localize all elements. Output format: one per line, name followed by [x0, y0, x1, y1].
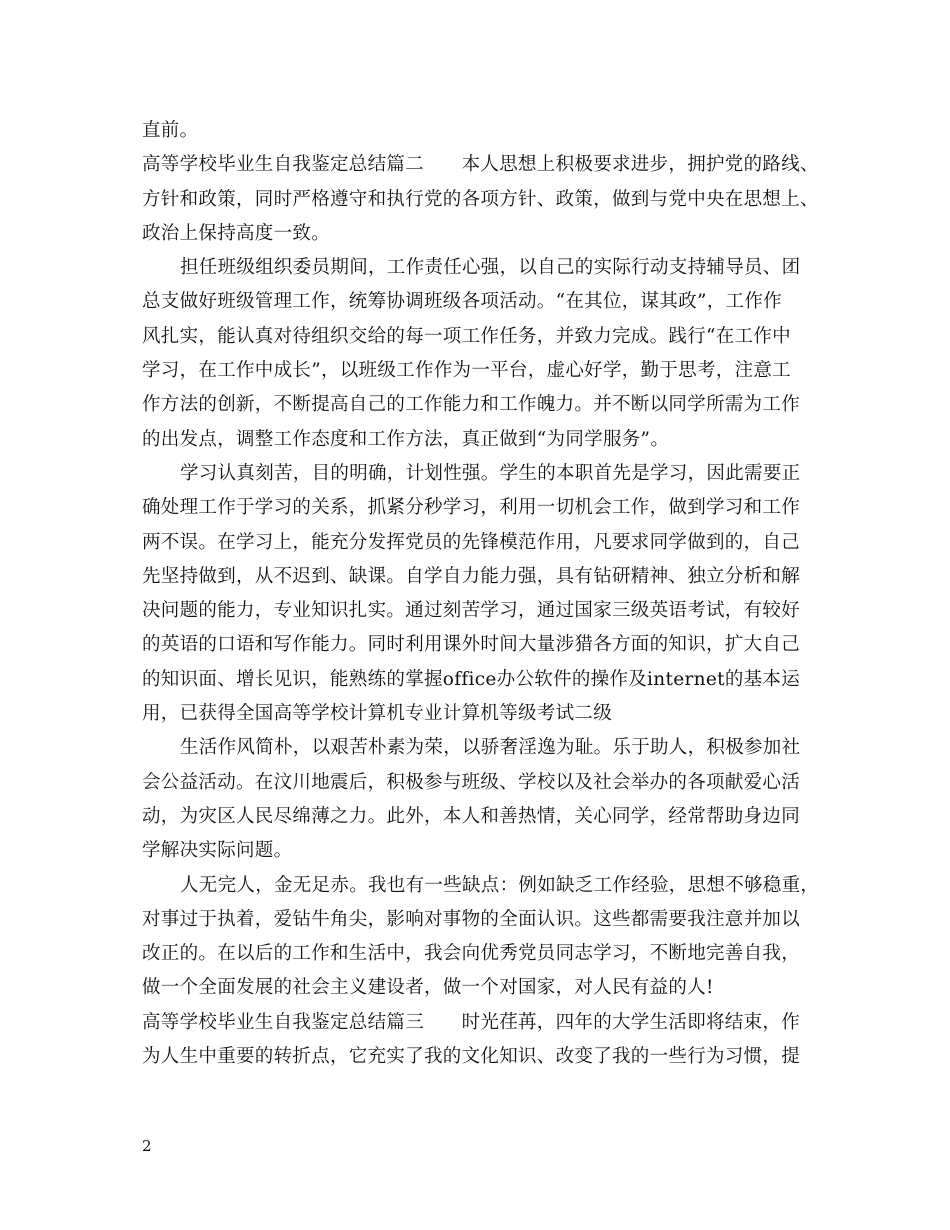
- text-line: 的英语的口语和写作能力。同时利用课外时间大量涉猎各方面的知识，扩大自己: [142, 634, 801, 656]
- text-line: 作方法的创新，不断提高自己的工作能力和工作魄力。并不断以同学所需为工作: [142, 394, 801, 416]
- text-line: 学解决实际问题。: [142, 840, 293, 862]
- text-line: 改正的。在以后的工作和生活中，我会向优秀党员同志学习，不断地完善自我，: [142, 943, 801, 965]
- paragraph-first-line: 担任班级组织委员期间，工作责任心强，以自己的实际行动支持辅导员、团: [180, 257, 801, 279]
- text-line: 直前。: [142, 120, 199, 141]
- text-line: 方针和政策，同时严格遵守和执行党的各项方针、政策，做到与党中央在思想上、: [142, 188, 819, 210]
- paragraph-first-line: 人无完人，金无足赤。我也有一些缺点：例如缺乏工作经验，思想不够稳重，: [180, 874, 820, 896]
- text-line: 的出发点，调整工作态度和工作方法，真正做到“为同学服务”。: [142, 428, 670, 450]
- text-line: 确处理工作于学习的关系，抓紧分秒学习，利用一切机会工作，做到学习和工作: [142, 497, 801, 519]
- text-line: 风扎实，能认真对待组织交给的每一项工作任务，并致力完成。践行“在工作中: [142, 325, 791, 347]
- paragraph-first-line: 学习认真刻苦，目的明确，计划性强。学生的本职首先是学习，因此需要正: [180, 462, 801, 484]
- text-line: 做一个全面发展的社会主义建设者，做一个对国家，对人民有益的人!: [142, 977, 714, 999]
- text-line: 动，为灾区人民尽绵薄之力。此外，本人和善热情，关心同学，经常帮助身边同: [142, 805, 801, 827]
- text-line: 先坚持做到，从不迟到、缺课。自学自力能力强，具有钻研精神、独立分析和解: [142, 565, 801, 587]
- paragraph-first-line: 生活作风简朴，以艰苦朴素为荣，以骄奢淫逸为耻。乐于助人，积极参加社: [180, 737, 801, 759]
- text-line: 会公益活动。在汶川地震后，积极参与班级、学校以及社会举办的各项献爱心活: [142, 771, 801, 793]
- text-line: 两不误。在学习上，能充分发挥党员的先锋模范作用，凡要求同学做到的，自己: [142, 531, 801, 553]
- document-body: [142, 114, 832, 1074]
- text-line: 对事过于执着，爱钻牛角尖，影响对事物的全面认识。这些都需要我注意并加以: [142, 908, 801, 930]
- text-line: 学习，在工作中成长”，以班级工作作为一平台，虚心好学，勤于思考，注意工: [142, 360, 791, 382]
- text-line: 高等学校毕业生自我鉴定总结篇三 时光荏苒，四年的大学生活即将结束，作: [142, 1011, 801, 1033]
- text-line: 总支做好班级管理工作，统筹协调班级各项活动。“在其位，谋其政”，工作作: [142, 291, 782, 313]
- text-line: 政治上保持高度一致。: [142, 222, 331, 244]
- text-line: 为人生中重要的转折点，它充实了我的文化知识、改变了我的一些行为习惯，提: [142, 1046, 801, 1068]
- text-line: 高等学校毕业生自我鉴定总结篇二 本人思想上积极要求进步，拥护党的路线、: [142, 154, 819, 176]
- text-line: 决问题的能力，专业知识扎实。通过刻苦学习，通过国家三级英语考试，有较好: [142, 600, 801, 622]
- text-line: 的知识面、增长见识，能熟练的掌握office办公软件的操作及internet的基本运: [142, 668, 801, 690]
- page-number: 2: [142, 1137, 152, 1155]
- text-line: 用，已获得全国高等学校计算机专业计算机等级考试二级: [142, 703, 613, 725]
